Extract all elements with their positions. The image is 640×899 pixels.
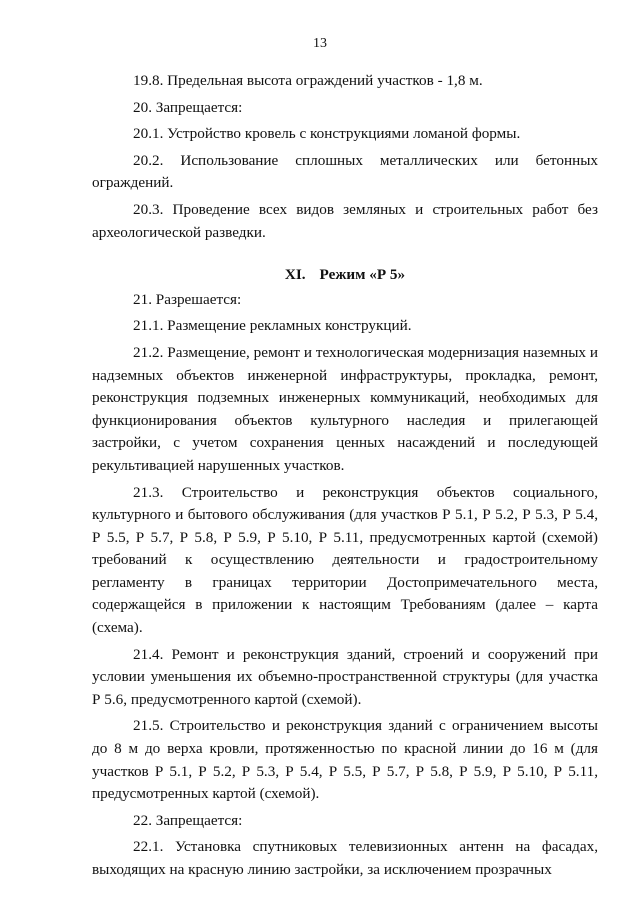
paragraph-19-8: 19.8. Предельная высота ограждений участков - 1,8 м. — [133, 72, 483, 89]
paragraph-20-1: 20.1. Устройство кровель с конструкциями ломаной формы. — [133, 125, 521, 143]
paragraph-22-1: 22.1. Установка спутниковых телевизионных антенн на фасадах, выходящих на красную линию застройки, за исключением прозрачных — [92, 838, 598, 878]
paragraph-22: 22. Запрещается: — [133, 811, 243, 829]
paragraph-21-2: 21.2. Размещение, ремонт и технологическая модернизация наземных и надземных объектов инженерной инфраструктуры, прокладка, ремонт, реконструкция подземных инженерных коммуникаций, необходимых для функционирования объектов культурного наследия и прилегающей застройки, с учетом сохранения ценных насаждений и последующей рекультивацией нарушенных участков. — [92, 343, 598, 474]
section-heading — [92, 264, 598, 287]
paragraph-21-5: 21.5. Строительство и реконструкция зданий с ограничением высоты до 8 м до верха кровли, протяженностью по красной линии до 16 м (для участков Р 5.1, Р 5.2, Р 5.3, Р 5.4, Р 5.5, Р 5.7, Р 5.8, Р 5.9, Р 5.10, Р 5.11, предусмотренных картой (схемой). — [92, 717, 598, 803]
paragraph-20-2: 20.2. Использование сплошных металлических или бетонных ограждений. — [92, 151, 598, 192]
paragraph-20: 20. Запрещается: — [133, 98, 243, 116]
paragraph-20-3: 20.3. Проведение всех видов земляных и строительных работ без археологической разведки. — [92, 200, 598, 241]
paragraph-21-4: 21.4. Ремонт и реконструкция зданий, строений и сооружений при условии уменьшения их объемно-пространственной структуры (для участка Р 5.6, предусмотренного картой (схемой). — [92, 645, 598, 708]
paragraph-21-1: 21.1. Размещение рекламных конструкций. — [133, 317, 412, 335]
page-number: 13 — [313, 36, 327, 51]
document-body — [92, 70, 598, 882]
paragraph-21: 21. Разрешается: — [133, 290, 242, 308]
section-title: Режим «Р 5» — [319, 266, 406, 284]
paragraph-21-3: 21.3. Строительство и реконструкция объектов социального, культурного и бытового обслуживания (для участков Р 5.1, Р 5.2, Р 5.3, Р 5.4, Р 5.5, Р 5.7, Р 5.8, Р 5.9, Р 5.10, Р 5.11, предусмотренных картой (схемой) требований к осуществлению деятельности и градостроительному регламенту в границах территории Достопримечательного места, содержащейся в приложении к настоящим Требованиям (далее – карта (схема). — [92, 483, 598, 637]
section-number: XI. — [284, 266, 306, 284]
